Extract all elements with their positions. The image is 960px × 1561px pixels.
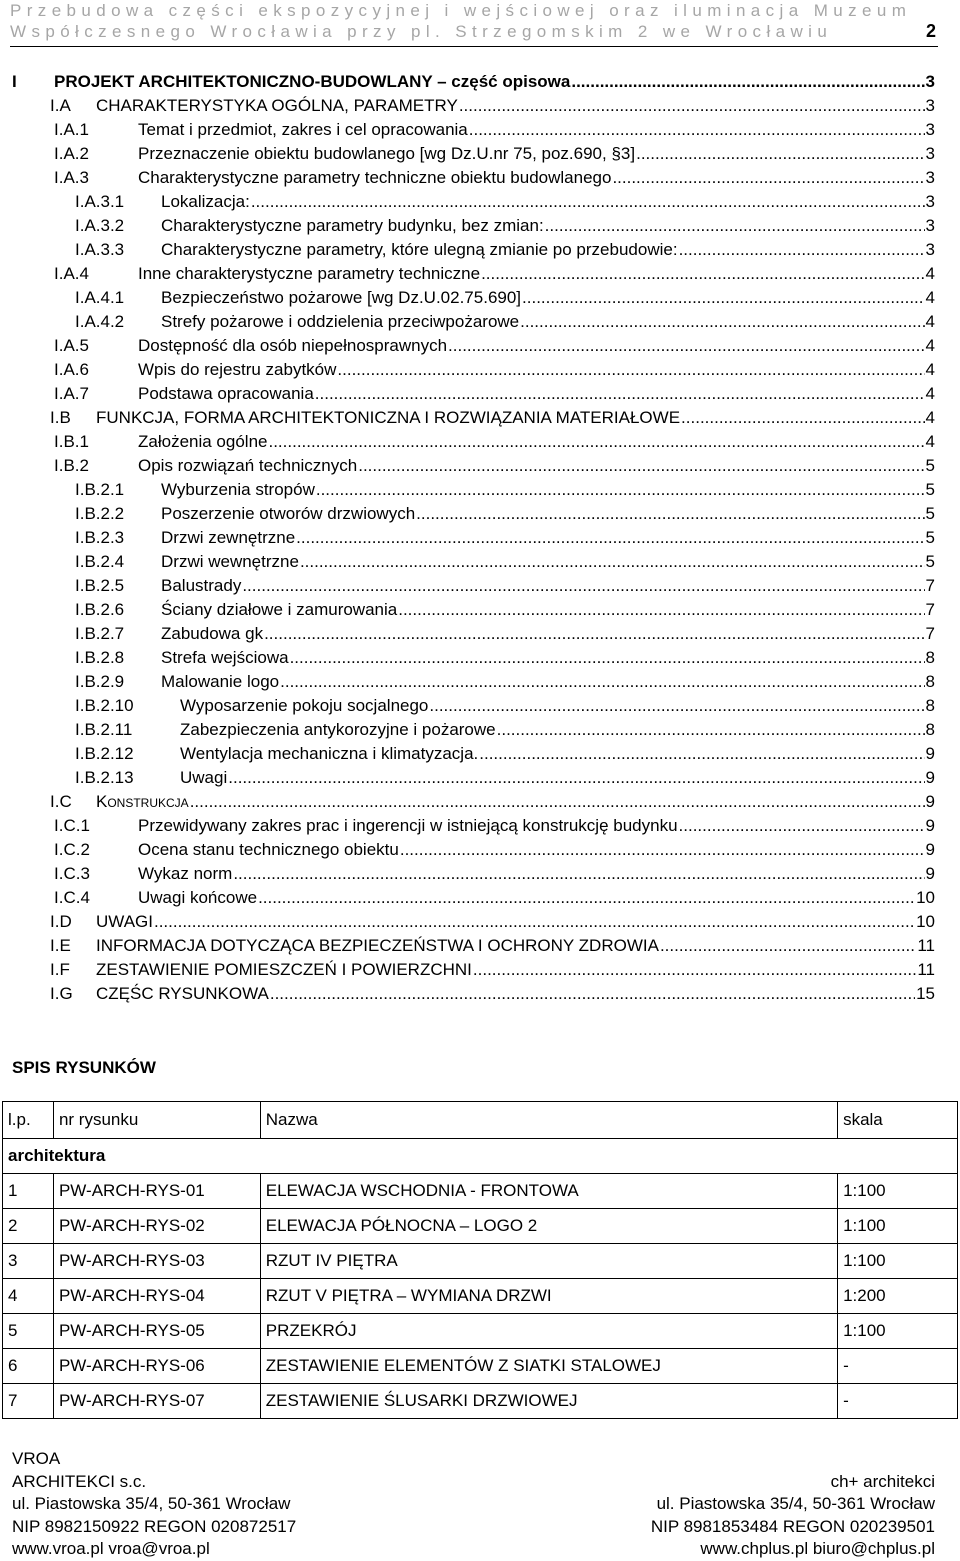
footer-right-line: ul. Piastowska 35/4, 50-361 Wrocław xyxy=(656,1494,935,1513)
drawing-number: PW-ARCH-RYS-01 xyxy=(53,1174,260,1209)
toc-entry-number: I.D xyxy=(50,912,72,931)
drawing-lp: 1 xyxy=(3,1174,54,1209)
drawing-scale: 1:100 xyxy=(838,1174,958,1209)
toc-entry-page: 4 xyxy=(925,288,935,307)
toc-entry[interactable] xyxy=(54,816,935,840)
toc-entry[interactable] xyxy=(50,792,935,816)
toc-entry-page: 4 xyxy=(925,384,935,403)
toc-entry-title: Charakterystyczne parametry, które ulegną zmianie po przebudowie: xyxy=(161,240,678,259)
footer-company-left xyxy=(12,1448,296,1561)
toc-entry-number: I.B.2.3 xyxy=(75,528,125,547)
toc-entry[interactable] xyxy=(75,768,935,792)
toc-entry[interactable] xyxy=(75,288,935,312)
toc-entry[interactable] xyxy=(75,624,935,648)
toc-entry-title: FUNKCJA, FORMA ARCHITEKTONICZNA I ROZWIĄZANIA MATERIAŁOWE xyxy=(96,408,681,427)
toc-entry[interactable] xyxy=(50,408,935,432)
toc-entry-title: Założenia ogólne xyxy=(138,432,268,451)
toc-entry-number: I.A.2 xyxy=(54,144,89,163)
toc-leader-dots xyxy=(154,912,915,932)
header-cell-scale: skala xyxy=(838,1102,958,1139)
toc-entry-title: PROJEKT ARCHITEKTONICZNO-BUDOWLANY – część opisowa xyxy=(54,72,571,91)
toc-entry-title: Temat i przedmiot, zakres i cel opracowania xyxy=(138,120,468,139)
toc-leader-dots xyxy=(400,840,925,860)
drawing-name: ELEWACJA PÓŁNOCNA – LOGO 2 xyxy=(260,1209,837,1244)
toc-entry-title: Wykaz norm xyxy=(138,864,233,883)
toc-entry-page: 3 xyxy=(925,144,935,163)
toc-entry-number: I.A.3.2 xyxy=(75,216,125,235)
toc-entry-page: 4 xyxy=(925,336,935,355)
toc-entry-number: I.B.2.6 xyxy=(75,600,125,619)
toc-entry[interactable] xyxy=(50,936,935,960)
toc-entry[interactable] xyxy=(54,168,935,192)
toc-leader-dots xyxy=(268,432,924,452)
toc-entry-title: Podstawa opracowania xyxy=(138,384,314,403)
drawings-list-title: SPIS RYSUNKÓW xyxy=(12,1058,156,1077)
toc-entry-page: 8 xyxy=(925,720,935,739)
drawing-lp: 2 xyxy=(3,1209,54,1244)
toc-leader-dots xyxy=(681,408,924,428)
toc-leader-dots xyxy=(190,792,925,812)
toc-entry-number: I.C.4 xyxy=(54,888,90,907)
toc-entry-number: I xyxy=(12,72,17,91)
toc-entry[interactable] xyxy=(75,504,935,528)
toc-entry-page: 10 xyxy=(916,888,935,907)
toc-leader-dots xyxy=(316,480,925,500)
drawing-name: PRZEKRÓJ xyxy=(260,1314,837,1349)
footer-left-line: ul. Piastowska 35/4, 50-361 Wrocław xyxy=(12,1494,291,1513)
toc-entry-page: 3 xyxy=(925,192,935,211)
toc-entry-title: Malowanie logo xyxy=(161,672,280,691)
header-cell-name: Nazwa xyxy=(260,1102,837,1139)
toc-entry-title: CHARAKTERYSTYKA OGÓLNA, PARAMETRY xyxy=(96,96,458,115)
toc-entry-number: I.A.3 xyxy=(54,168,89,187)
toc-entry-page: 4 xyxy=(925,360,935,379)
toc-entry-number: I.A.4 xyxy=(54,264,89,283)
toc-entry-page: 11 xyxy=(917,936,935,955)
toc-entry-page: 9 xyxy=(925,840,935,859)
toc-leader-dots xyxy=(660,936,916,956)
toc-entry-title: Zabezpieczenia antykorozyjne i pożarowe xyxy=(180,720,496,739)
toc-leader-dots xyxy=(233,864,924,884)
toc-entry-number: I.A.5 xyxy=(54,336,89,355)
table-row xyxy=(3,1384,958,1419)
drawing-number: PW-ARCH-RYS-05 xyxy=(53,1314,260,1349)
toc-leader-dots xyxy=(416,504,924,524)
toc-entry-title: Dostępność dla osób niepełnosprawnych xyxy=(138,336,448,355)
toc-entry-title: Inne charakterystyczne parametry techniczne xyxy=(138,264,481,283)
table-row xyxy=(3,1209,958,1244)
toc-entry-page: 4 xyxy=(925,432,935,451)
toc-leader-dots xyxy=(242,576,924,596)
toc-entry-number: I.B xyxy=(50,408,71,427)
drawings-table-header xyxy=(3,1102,958,1139)
toc-entry-page: 11 xyxy=(917,960,935,979)
footer-right-line: ch+ architekci xyxy=(830,1471,935,1491)
drawing-name: RZUT IV PIĘTRA xyxy=(260,1244,837,1279)
toc-entry[interactable] xyxy=(54,144,935,168)
toc-entry-title: Strefy pożarowe i oddzielenia przeciwpożarowe xyxy=(161,312,520,331)
toc-leader-dots xyxy=(398,600,924,620)
drawing-lp: 6 xyxy=(3,1349,54,1384)
footer-left-line: ARCHITEKCI s.c. xyxy=(12,1471,147,1491)
drawing-name: RZUT V PIĘTRA – WYMIANA DRZWI xyxy=(260,1279,837,1314)
header-rule xyxy=(10,46,938,47)
toc-leader-dots xyxy=(545,216,925,236)
toc-entry-title: Wentylacja mechaniczna i klimatyzacja. xyxy=(180,744,479,763)
drawing-lp: 3 xyxy=(3,1244,54,1279)
toc-entry-title: Wyposarzenie pokoju socjalnego xyxy=(180,696,429,715)
toc-entry-number: I.B.2.11 xyxy=(75,720,133,739)
toc-entry-number: I.B.1 xyxy=(54,432,89,451)
toc-entry-title: Ściany działowe i zamurowania xyxy=(161,600,398,619)
toc-leader-dots xyxy=(679,816,925,836)
toc-entry-page: 3 xyxy=(925,120,935,139)
toc-entry-page: 9 xyxy=(925,816,935,835)
toc-entry-number: I.A.1 xyxy=(54,120,89,139)
toc-leader-dots xyxy=(469,120,925,140)
toc-entry[interactable] xyxy=(75,648,935,672)
toc-entry[interactable] xyxy=(75,576,935,600)
table-row xyxy=(3,1314,958,1349)
toc-entry-page: 10 xyxy=(916,912,935,931)
toc-entry-title: Zabudowa gk xyxy=(161,624,264,643)
toc-entry-title: Strefa wejściowa xyxy=(161,648,289,667)
toc-leader-dots xyxy=(636,144,924,164)
toc-entry-page: 4 xyxy=(925,312,935,331)
toc-leader-dots xyxy=(258,888,915,908)
toc-entry[interactable] xyxy=(75,480,935,504)
drawing-scale: 1:100 xyxy=(838,1244,958,1279)
toc-entry-number: I.C.3 xyxy=(54,864,90,883)
toc-leader-dots xyxy=(270,984,915,1004)
header-cell-lp: l.p. xyxy=(3,1102,54,1139)
drawing-scale: - xyxy=(838,1349,958,1384)
toc-entry[interactable] xyxy=(54,384,935,408)
toc-entry-page: 4 xyxy=(925,408,935,427)
toc-entry-page: 4 xyxy=(925,264,935,283)
toc-entry-page: 9 xyxy=(925,864,935,883)
toc-leader-dots xyxy=(571,72,924,92)
toc-entry[interactable] xyxy=(75,216,935,240)
toc-entry-title: Ocena stanu technicznego obiektu xyxy=(138,840,399,859)
drawing-lp: 5 xyxy=(3,1314,54,1349)
toc-entry-title: Lokalizacja: xyxy=(161,192,250,211)
toc-entry-number: I.B.2 xyxy=(54,456,89,475)
toc-leader-dots xyxy=(358,456,924,476)
toc-entry[interactable] xyxy=(12,72,935,96)
toc-entry[interactable] xyxy=(54,888,935,912)
toc-leader-dots xyxy=(315,384,925,404)
drawing-lp: 4 xyxy=(3,1279,54,1314)
toc-entry-title: Balustrady xyxy=(161,576,242,595)
toc-leader-dots xyxy=(251,192,925,212)
toc-leader-dots xyxy=(522,288,925,308)
category-label: architektura xyxy=(3,1139,958,1174)
toc-entry-number: I.A.6 xyxy=(54,360,89,379)
table-row xyxy=(3,1279,958,1314)
header-title-line-1: Przebudowa części ekspozycyjnej i wejściowej oraz iluminacja Muzeum xyxy=(10,1,912,20)
drawing-name: ZESTAWIENIE ELEMENTÓW Z SIATKI STALOWEJ xyxy=(260,1349,837,1384)
page-number: 2 xyxy=(925,21,936,41)
toc-entry-page: 7 xyxy=(925,600,935,619)
drawing-scale: - xyxy=(838,1384,958,1419)
toc-entry-number: I.B.2.1 xyxy=(75,480,125,499)
toc-entry-number: I.B.2.4 xyxy=(75,552,125,571)
toc-entry-page: 9 xyxy=(925,768,935,787)
toc-leader-dots xyxy=(228,768,924,788)
toc-entry[interactable] xyxy=(75,600,935,624)
toc-entry[interactable] xyxy=(54,864,935,888)
footer-left-line: NIP 8982150922 REGON 020872517 xyxy=(12,1516,297,1536)
toc-entry[interactable] xyxy=(75,552,935,576)
toc-entry[interactable] xyxy=(75,672,935,696)
footer-right-line: NIP 8981853484 REGON 020239501 xyxy=(650,1516,935,1536)
toc-entry-number: I.B.2.10 xyxy=(75,696,134,715)
toc-leader-dots xyxy=(481,264,924,284)
toc-entry-page: 5 xyxy=(925,504,935,523)
toc-entry-page: 15 xyxy=(916,984,935,1003)
toc-entry[interactable] xyxy=(50,960,935,984)
toc-entry-title: Bezpieczeństwo pożarowe [wg Dz.U.02.75.690] xyxy=(161,288,522,307)
toc-entry-page: 3 xyxy=(925,168,935,187)
toc-entry[interactable] xyxy=(75,240,935,264)
toc-leader-dots xyxy=(280,672,924,692)
toc-entry-page: 8 xyxy=(925,672,935,691)
category-row xyxy=(3,1139,958,1174)
toc-entry[interactable] xyxy=(54,360,935,384)
drawing-scale: 1:100 xyxy=(838,1209,958,1244)
toc-entry-title: Charakterystyczne parametry techniczne obiektu budowlanego xyxy=(138,168,612,187)
toc-entry-number: I.C.1 xyxy=(54,816,90,835)
toc-entry-number: I.B.2.9 xyxy=(75,672,125,691)
toc-entry-title: CZĘŚC RYSUNKOWA xyxy=(96,984,269,1003)
toc-entry-number: I.C xyxy=(50,792,72,811)
drawing-number: PW-ARCH-RYS-03 xyxy=(53,1244,260,1279)
toc-entry-number: I.A.4.2 xyxy=(75,312,125,331)
toc-entry-number: I.G xyxy=(50,984,73,1003)
toc-entry[interactable] xyxy=(54,456,935,480)
toc-entry-title: Przewidywany zakres prac i ingerencji w istniejącą konstrukcję budynku xyxy=(138,816,678,835)
toc-entry[interactable] xyxy=(75,744,935,768)
toc-entry-title: ZESTAWIENIE POMIESZCZEŃ I POWIERZCHNI xyxy=(96,960,472,979)
drawing-name: ZESTAWIENIE ŚLUSARKI DRZWIOWEJ xyxy=(260,1384,837,1419)
toc-entry-page: 5 xyxy=(925,528,935,547)
toc-leader-dots xyxy=(479,744,924,764)
table-row xyxy=(3,1174,958,1209)
toc-entry[interactable] xyxy=(75,720,935,744)
toc-entry-number: I.E xyxy=(50,936,71,955)
toc-entry[interactable] xyxy=(75,312,935,336)
header-cell-number: nr rysunku xyxy=(53,1102,260,1139)
toc-entry-title: INFORMACJA DOTYCZĄCA BEZPIECZEŃSTWA I OCHRONY ZDROWIA xyxy=(96,936,659,955)
toc-entry-title: Drzwi zewnętrzne xyxy=(161,528,296,547)
toc-leader-dots xyxy=(264,624,924,644)
toc-entry-title: Wyburzenia stropów xyxy=(161,480,315,499)
toc-entry[interactable] xyxy=(50,984,935,1008)
toc-entry[interactable] xyxy=(54,336,935,360)
toc-entry-number: I.B.2.7 xyxy=(75,624,125,643)
toc-entry-page: 3 xyxy=(925,216,935,235)
toc-entry-page: 3 xyxy=(925,96,935,115)
toc-leader-dots xyxy=(429,696,924,716)
toc-entry[interactable] xyxy=(54,264,935,288)
toc-leader-dots xyxy=(679,240,925,260)
toc-entry-page: 8 xyxy=(925,696,935,715)
toc-entry-page: 8 xyxy=(925,648,935,667)
toc-leader-dots xyxy=(497,720,925,740)
toc-entry-title: Uwagi xyxy=(180,768,228,787)
toc-entry-title: Konstrukcja xyxy=(96,792,189,811)
drawings-table xyxy=(2,1101,958,1419)
toc-entry-number: I.A.7 xyxy=(54,384,89,403)
toc-leader-dots xyxy=(337,360,924,380)
footer-left-line: VROA xyxy=(12,1449,61,1468)
toc-entry-number: I.A xyxy=(50,96,71,115)
toc-entry-page: 7 xyxy=(925,576,935,595)
table-row xyxy=(3,1244,958,1279)
toc-entry-title: UWAGI xyxy=(96,912,153,931)
toc-entry-number: I.F xyxy=(50,960,70,979)
toc-entry-title: Przeznaczenie obiektu budowlanego [wg Dz.U.nr 75, poz.690, §3] xyxy=(138,144,636,163)
toc-entry-page: 9 xyxy=(925,792,935,811)
toc-entry-number: I.B.2.8 xyxy=(75,648,125,667)
toc-entry[interactable] xyxy=(75,696,935,720)
toc-entry-number: I.A.3.1 xyxy=(75,192,125,211)
toc-entry-page: 5 xyxy=(925,480,935,499)
drawing-scale: 1:100 xyxy=(838,1314,958,1349)
toc-entry-number: I.A.3.3 xyxy=(75,240,125,259)
toc-entry-title: Uwagi końcowe xyxy=(138,888,258,907)
drawing-number: PW-ARCH-RYS-07 xyxy=(53,1384,260,1419)
toc-entry-page: 3 xyxy=(925,240,935,259)
drawing-number: PW-ARCH-RYS-04 xyxy=(53,1279,260,1314)
toc-entry-number: I.B.2.13 xyxy=(75,768,134,787)
toc-leader-dots xyxy=(290,648,925,668)
toc-leader-dots xyxy=(459,96,925,116)
toc-entry[interactable] xyxy=(50,912,935,936)
toc-entry-number: I.C.2 xyxy=(54,840,90,859)
drawing-lp: 7 xyxy=(3,1384,54,1419)
toc-entry[interactable] xyxy=(54,120,935,144)
drawing-number: PW-ARCH-RYS-06 xyxy=(53,1349,260,1384)
toc-entry[interactable] xyxy=(75,528,935,552)
footer-right-line: www.chplus.pl biuro@chplus.pl xyxy=(700,1539,935,1558)
toc-entry-page: 5 xyxy=(925,552,935,571)
toc-leader-dots xyxy=(448,336,925,356)
toc-entry[interactable] xyxy=(54,432,935,456)
toc-entry-page: 5 xyxy=(925,456,935,475)
footer-left-line: www.vroa.pl vroa@vroa.pl xyxy=(12,1539,210,1558)
drawing-number: PW-ARCH-RYS-02 xyxy=(53,1209,260,1244)
footer-company-right xyxy=(651,1471,935,1561)
toc-entry-title: Charakterystyczne parametry budynku, bez zmian: xyxy=(161,216,544,235)
toc-entry-title: Opis rozwiązań technicznych xyxy=(138,456,358,475)
toc-leader-dots xyxy=(520,312,924,332)
toc-entry[interactable] xyxy=(75,192,935,216)
toc-entry-page: 9 xyxy=(925,744,935,763)
toc-entry-title: Drzwi wewnętrzne xyxy=(161,552,299,571)
toc-leader-dots xyxy=(296,528,924,548)
toc-entry-title: Poszerzenie otworów drzwiowych xyxy=(161,504,416,523)
drawing-scale: 1:200 xyxy=(838,1279,958,1314)
table-row xyxy=(3,1349,958,1384)
toc-leader-dots xyxy=(300,552,925,572)
toc-entry-number: I.A.4.1 xyxy=(75,288,125,307)
toc-entry[interactable] xyxy=(50,96,935,120)
header-title-line-2: Współczesnego Wrocławia przy pl. Strzegomskim 2 we Wrocławiu xyxy=(10,22,833,41)
toc-leader-dots xyxy=(612,168,924,188)
toc-entry-title: Wpis do rejestru zabytków xyxy=(138,360,337,379)
toc-entry[interactable] xyxy=(54,840,935,864)
toc-entry-number: I.B.2.5 xyxy=(75,576,125,595)
toc-entry-page: 7 xyxy=(925,624,935,643)
drawing-name: ELEWACJA WSCHODNIA - FRONTOWA xyxy=(260,1174,837,1209)
toc-entry-number: I.B.2.2 xyxy=(75,504,125,523)
toc-leader-dots xyxy=(473,960,916,980)
toc-entry-number: I.B.2.12 xyxy=(75,744,134,763)
toc-entry-page: 3 xyxy=(925,72,935,91)
